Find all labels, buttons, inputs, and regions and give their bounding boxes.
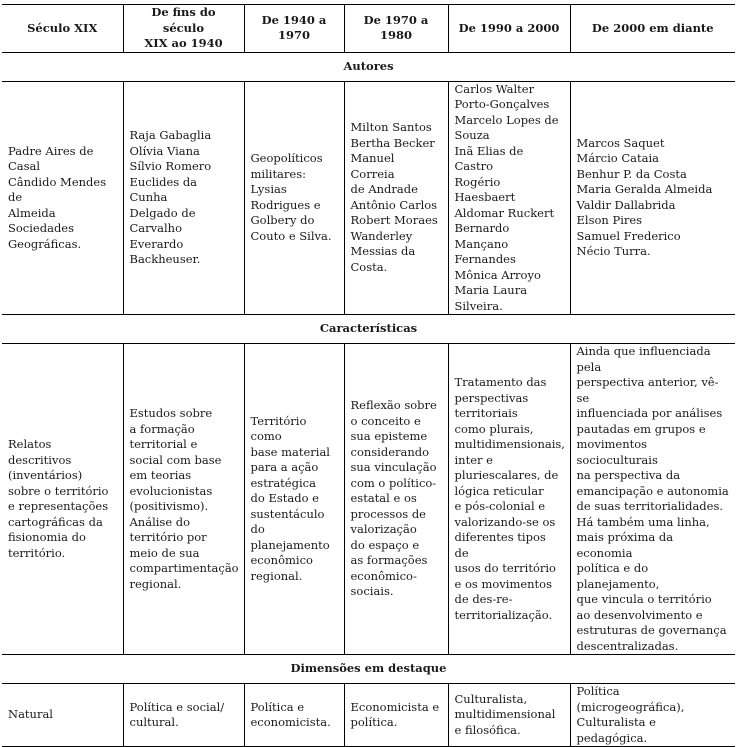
caracteristicas-cell: Tratamento das perspectivas territoriais como plurais, multidimensionais, inter e pluriescalares, de lógica reticular e pós-colonial e valorizando-se os diferentes tipos de usos do território e os movimentos de des-re- territorialização. — [448, 344, 570, 655]
autores-cell: Geopolíticos militares: Lysias Rodrigues e Golbery do Couto e Silva. — [244, 81, 344, 315]
dimensoes-row — [2, 684, 735, 747]
dimensoes-cell: Culturalista, multidimensional e filosófica. — [448, 684, 570, 747]
autores-cell: Milton Santos Bertha Becker Manuel Correia de Andrade Antônio Carlos Robert Moraes Wanderley Messias da Costa. — [344, 81, 448, 315]
autores-cell: Raja Gabaglia Olívia Viana Sílvio Romero Euclides da Cunha Delgado de Carvalho Everardo Backheuser. — [123, 81, 244, 315]
section-title-caracteristicas: Características — [2, 315, 735, 344]
header-fins-seculo-xix-1940: De fins do século XIX ao 1940 — [123, 5, 244, 53]
dimensoes-cell: Política (microgeográfica), Culturalista e pedagógica. — [570, 684, 735, 747]
autores-row — [2, 81, 735, 315]
dimensoes-cell: Política e economicista. — [244, 684, 344, 747]
autores-cell: Padre Aires de Casal Cândido Mendes de Almeida Sociedades Geográficas. — [2, 81, 123, 315]
dimensoes-cell: Economicista e política. — [344, 684, 448, 747]
dimensoes-cell: Política e social/ cultural. — [123, 684, 244, 747]
caracteristicas-cell: Território como base material para a ação estratégica do Estado e sustentáculo do planejamento econômico regional. — [244, 344, 344, 655]
caracteristicas-cell: Estudos sobre a formação territorial e social com base em teorias evolucionistas (positivismo). Análise do território por meio de sua compartimentação regional. — [123, 344, 244, 655]
autores-cell: Marcos Saquet Márcio Cataia Benhur P. da Costa Maria Geralda Almeida Valdir Dallabrida Elson Pires Samuel Frederico Nécio Turra. — [570, 81, 735, 315]
section-row-caracteristicas — [2, 315, 735, 344]
header-1990-2000: De 1990 a 2000 — [448, 5, 570, 53]
caracteristicas-row — [2, 344, 735, 655]
territory-table — [2, 4, 735, 747]
header-2000-em-diante: De 2000 em diante — [570, 5, 735, 53]
section-title-autores: Autores — [2, 52, 735, 81]
dimensoes-cell: Natural — [2, 684, 123, 747]
caracteristicas-cell: Reflexão sobre o conceito e sua episteme considerando sua vinculação com o político- estatal e os processos de valorização do espaço e as formações econômico- sociais. — [344, 344, 448, 655]
header-row — [2, 5, 735, 53]
caracteristicas-cell: Ainda que influenciada pela perspectiva anterior, vê-se influenciada por análises pautadas em grupos e movimentos socioculturais na perspectiva da emancipação e autonomia de suas territorialidades. Há também uma linha, mais próxima da economia política e do planejamento, que vincula o território ao desenvolvimento e estruturas de governança descentralizadas. — [570, 344, 735, 655]
autores-cell: Carlos Walter Porto-Gonçalves Marcelo Lopes de Souza Inã Elias de Castro Rogério Haesbaert Aldomar Ruckert Bernardo Mançano Fernandes Mônica Arroyo Maria Laura Silveira. — [448, 81, 570, 315]
section-title-dimensoes: Dimensões em destaque — [2, 655, 735, 684]
header-1940-1970: De 1940 a 1970 — [244, 5, 344, 53]
header-seculo-xix: Século XIX — [2, 5, 123, 53]
section-row-dimensoes — [2, 655, 735, 684]
section-row-autores — [2, 52, 735, 81]
caracteristicas-cell: Relatos descritivos (inventários) sobre o território e representações cartográficas da fisionomia do território. — [2, 344, 123, 655]
header-1970-1980: De 1970 a 1980 — [344, 5, 448, 53]
